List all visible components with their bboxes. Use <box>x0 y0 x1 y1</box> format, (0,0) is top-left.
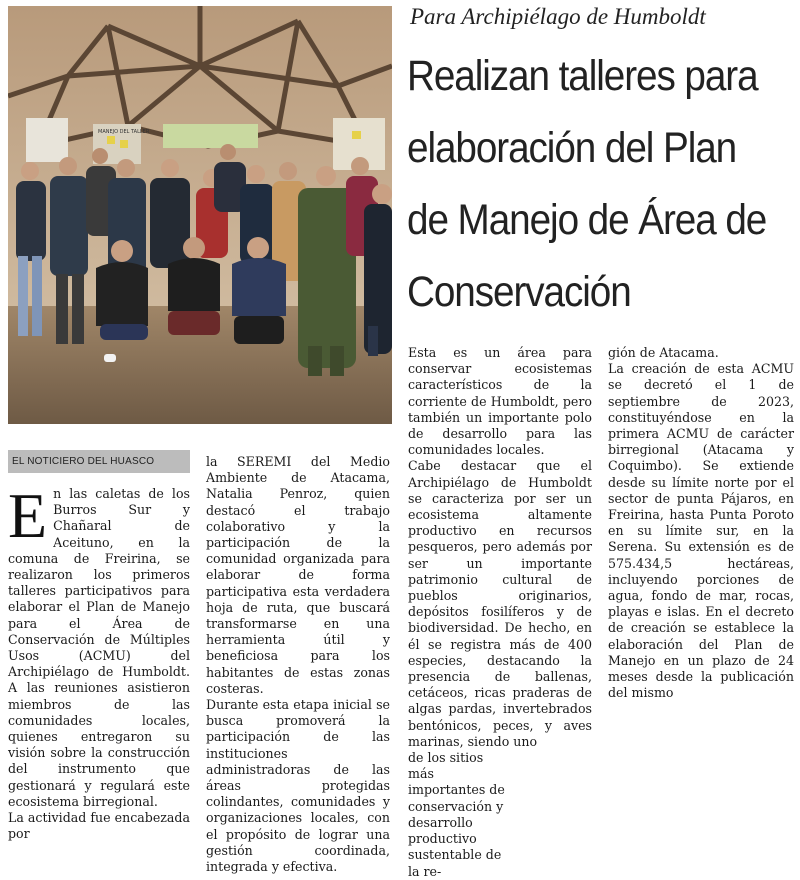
paragraph: Cabe destacar que el Archipiélago de Humboldt se caracteriza por ser un ecosistema altamente productivo en recursos pesqueros, pero además por ser un importante patrimonio cultural de pueblos originarios, depósitos fosilíferos y de biodiversidad. De hecho, en él se registra más de 400 especies, destacando la presencia de ballenas, cetáceos, ricas praderas de algas pardas, invertebrados bentónicos, peces, y aves marinas, siendo uno <box>408 458 592 749</box>
headline-line: de Manejo de Área de <box>407 196 767 244</box>
poster-text: MANEJO DEL TALLER <box>98 129 150 135</box>
paragraph: gión de Atacama. <box>608 345 719 360</box>
article-column-2 <box>206 454 390 875</box>
article-kicker: Para Archipiélago de Humboldt <box>410 4 706 29</box>
paragraph: La actividad fue encabezada por <box>8 810 190 842</box>
paragraph: de los sitios más importantes de conservación y desarrollo productivo sustentable de la re- <box>408 750 505 879</box>
article-column-3 <box>408 345 592 880</box>
source-label: EL NOTICIERO DEL HUASCO <box>8 450 190 473</box>
paragraph: la SEREMI del Medio Ambiente de Atacama, Natalia Penroz, quien destacó el trabajo colaborativo y la participación de la comunidad organizada para elaborar de forma participativa esta verdadera hoja de ruta, que buscará transformarse en una herramienta útil y beneficiosa para los habitantes de estas zonas costeras. <box>206 454 390 696</box>
article-column-1 <box>8 480 190 842</box>
paragraph: Durante esta etapa inicial se busca promoverá la participación de las instituciones administradoras de las áreas protegidas colindantes, comunidades y organizaciones locales, con el propósito de lograr una gestión coordinada, integrada y efectiva. <box>206 697 390 875</box>
drop-cap: E <box>8 480 48 551</box>
paragraph-text: n las caletas de los Burros Sur y Chañaral de Aceituno, en la comuna de Freirina, se realizaron los primeros talleres participativos para elaborar el Plan de Manejo para el Área de Conservación de Múltiples Usos (ACMU) del Archipiélago de Humboldt. A las reuniones asistieron miembros de las comunidades locales, quienes entregaron su visión sobre la construcción del instrumento que gestionará y regulará este ecosistema birregional. <box>8 486 190 809</box>
paragraph: La creación de esta ACMU se decretó el 1 de septiembre de 2023, constituyéndose en la primera ACMU de carácter birregional (Atacama y Coquimbo). Se extiende desde su límite norte por el sector de punta Pájaros, en Freirina, hasta Punta Poroto en su límite sur, en la Serena. Su extensión es de 575.434,5 hectáreas, incluyendo porciones de agua, fondo de mar, rocas, playas e islas. En el decreto de creación se establece la elaboración del Plan de Manejo en un plazo de 24 meses desde la publicación del mismo <box>608 361 794 701</box>
group-photo <box>8 6 392 424</box>
headline-line: Realizan talleres para <box>407 52 758 100</box>
group-photo-illustration <box>8 6 392 424</box>
headline-line: Conservación <box>407 268 631 316</box>
paragraph <box>8 480 190 810</box>
headline-line: elaboración del Plan <box>407 124 737 172</box>
article-headline <box>407 40 767 328</box>
paragraph: Esta es un área para conservar ecosistemas característicos de la corriente de Humboldt, pero también un importante polo de desarrollo para las comunidades locales. <box>408 345 592 458</box>
article-column-4 <box>608 345 794 701</box>
